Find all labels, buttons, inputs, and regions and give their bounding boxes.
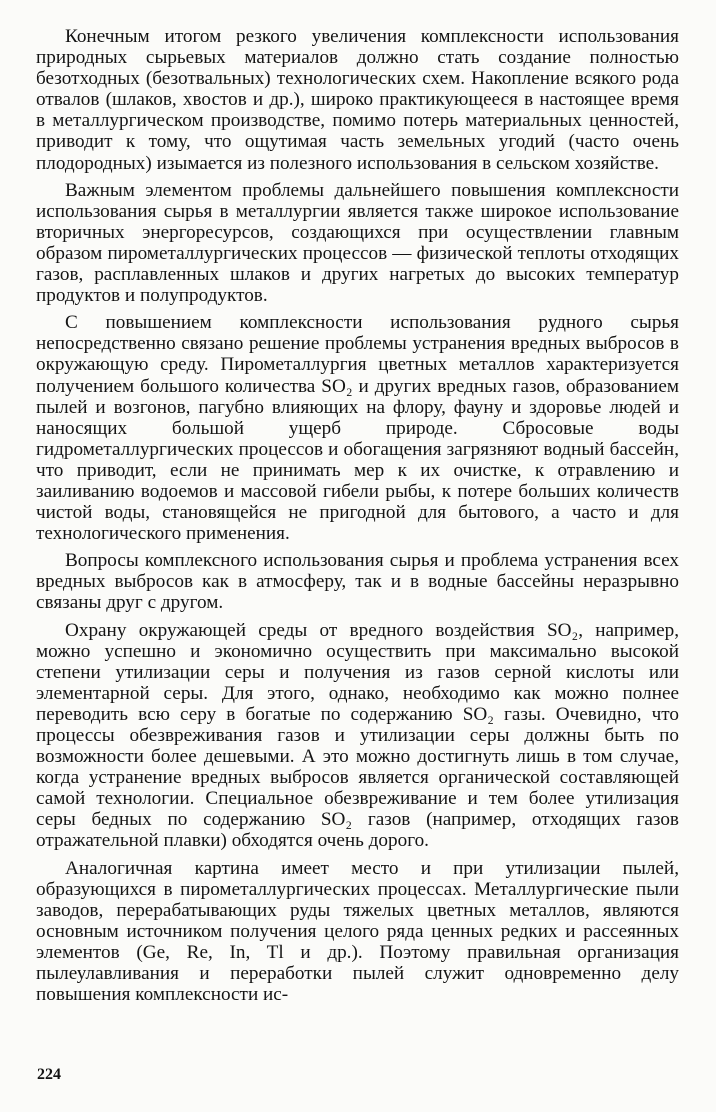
paragraph-6: Аналогичная картина имеет место и при утилизации пылей, образующихся в пирометаллургических процессах. Металлургические пыли заводов, перерабатывающих руды тяжелых цветных металлов, являются основным источником получения целого ряда ценных редких и рассеянных элементов (Ge, Re, In, Tl и др.). Поэтому правильная организация пылеулавливания и переработки пылей служит одновременно делу повышения комплексности ис-: [36, 857, 679, 1006]
paragraph-3: С повышением комплексности использования рудного сырья непосредственно связано решение проблемы устранения вредных выбросов в окружающую среду. Пирометаллургия цветных металлов характеризуется получением большого количества SO₂ и других вредных газов, образованием пылей и возгонов, пагубно влияющих на флору, фауну и здоровье людей и наносящих большой ущерб природе. Сбросовые воды гидрометаллургических процессов и обогащения загрязняют водный бассейн, что приводит, если не принимать мер к их очистке, к отравлению и заиливанию водоемов и массовой гибели рыбы, к потере больших количеств чистой воды, становящейся не пригодной для бытового, а часто и для технологического применения.: [36, 312, 679, 545]
paragraph-5: Охрану окружающей среды от вредного воздействия SO₂, например, можно успешно и экономично осуществить при максимально высокой степени утилизации серы и получения из газов серной кислоты или элементарной серы. Для этого, однако, необходимо как можно полнее переводить всю серу в богатые по содержанию SO₂ газы. Очевидно, что процессы обезвреживания газов и утилизации серы должны быть по возможности более дешевыми. А это можно достигнуть лишь в том случае, когда устранение вредных выбросов является органической составляющей самой технологии. Специальное обезвреживание и тем более утилизация серы бедных по содержанию SO₂ газов (например, отходящих газов отражательной плавки) обходятся очень дорого.: [36, 619, 679, 852]
paragraph-2: Важным элементом проблемы дальнейшего повышения комплексности использования сырья в металлургии является также широкое использование вторичных энергоресурсов, создающихся при осуществлении главным образом пирометаллургических процессов — физической теплоты отходящих газов, расплавленных шлаков и других нагретых до высоких температур продуктов и полупродуктов.: [36, 179, 679, 307]
page-body: [36, 26, 679, 1011]
paragraph-1: Конечным итогом резкого увеличения комплексности использования природных сырьевых материалов должно стать создание полностью безотходных (безотвальных) технологических схем. Накопление всякого рода отвалов (шлаков, хвостов и др.), широко практикующееся в настоящее время в металлургическом производстве, помимо потерь материальных ценностей, приводит к тому, что ощутимая часть земельных угодий (часто очень плодородных) изымается из полезного использования в сельском хозяйстве.: [36, 26, 679, 174]
paragraph-4: Вопросы комплексного использования сырья и проблема устранения всех вредных выбросов как в атмосферу, так и в водные бассейны неразрывно связаны друг с другом.: [36, 550, 679, 614]
page-number: 224: [37, 1066, 61, 1083]
